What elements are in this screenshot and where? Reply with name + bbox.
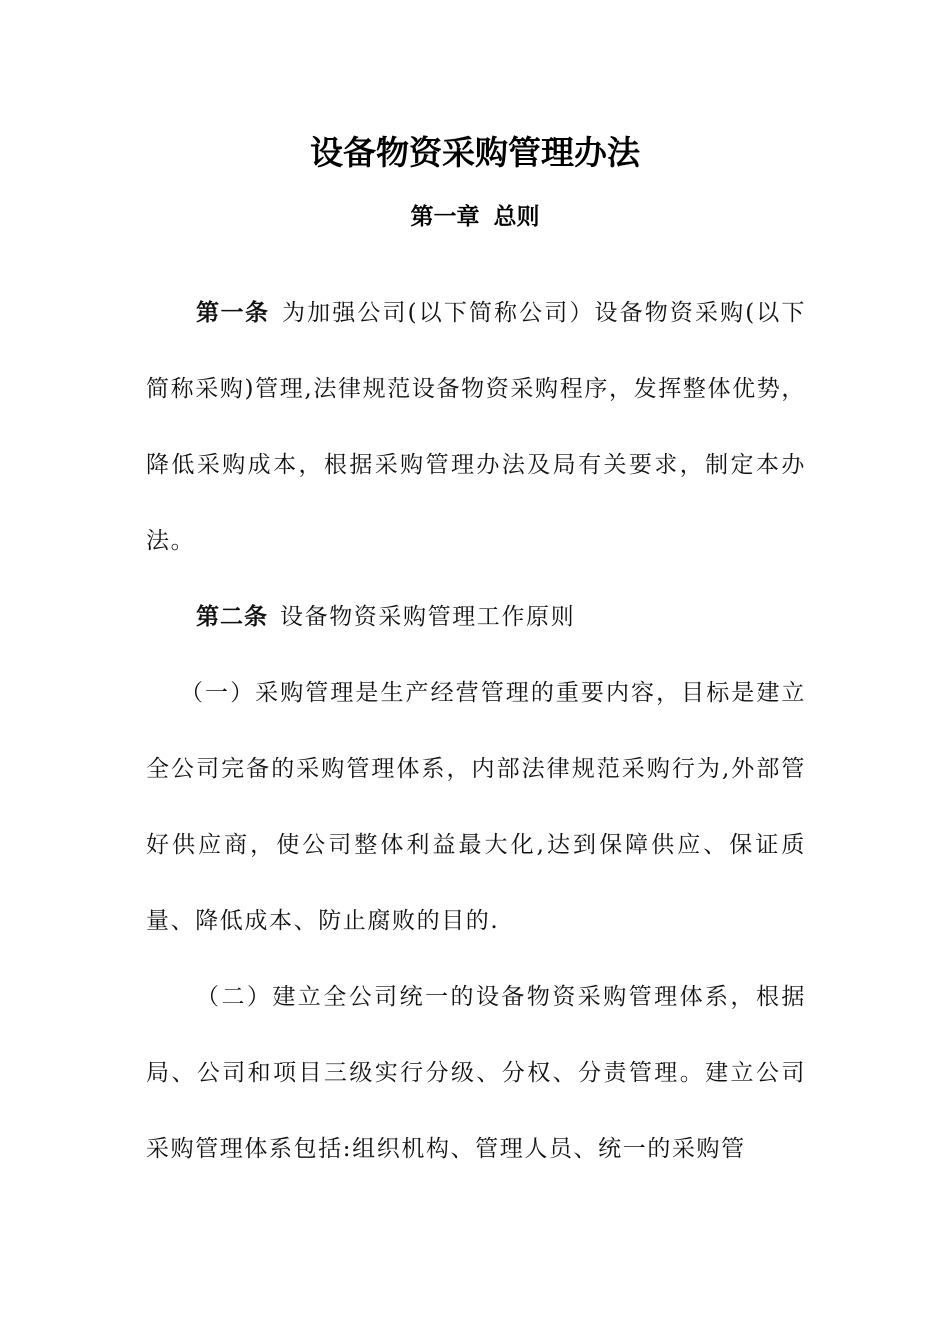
chapter-heading <box>0 200 950 234</box>
article-2-item-1: （一）采购管理是生产经营管理的重要内容，目标是建立全公司完备的采购管理体系，内部法律规范采购行为,外部管好供应商，使公司整体利益最大化,达到保障供应、保证质量、降低成本、防止腐败的目的. <box>146 680 806 934</box>
chapter-label: 第一章 <box>410 204 480 230</box>
article-1-label: 第一条 <box>196 300 270 326</box>
article-2-item-2: （二）建立全公司统一的设备物资采购管理体系，根据局、公司和项目三级实行分级、分权、分责管理。建立公司采购管理体系包括:组织机构、管理人员、统一的采购管 <box>146 984 806 1162</box>
article-2-text: 设备物资采购管理工作原则 <box>280 604 576 630</box>
article-2 <box>146 579 806 655</box>
article-1 <box>146 275 806 579</box>
document-body <box>146 275 806 1187</box>
article-1-text: 为加强公司(以下简称公司）设备物资采购(以下简称采购)管理,法律规范设备物资采购程序，发挥整体优势，降低采购成本，根据采购管理办法及局有关要求，制定本办法。 <box>146 300 806 554</box>
document-title: 设备物资采购管理办法 <box>310 133 640 172</box>
article-2-label: 第二条 <box>196 604 268 630</box>
chapter-name: 总则 <box>493 204 540 230</box>
